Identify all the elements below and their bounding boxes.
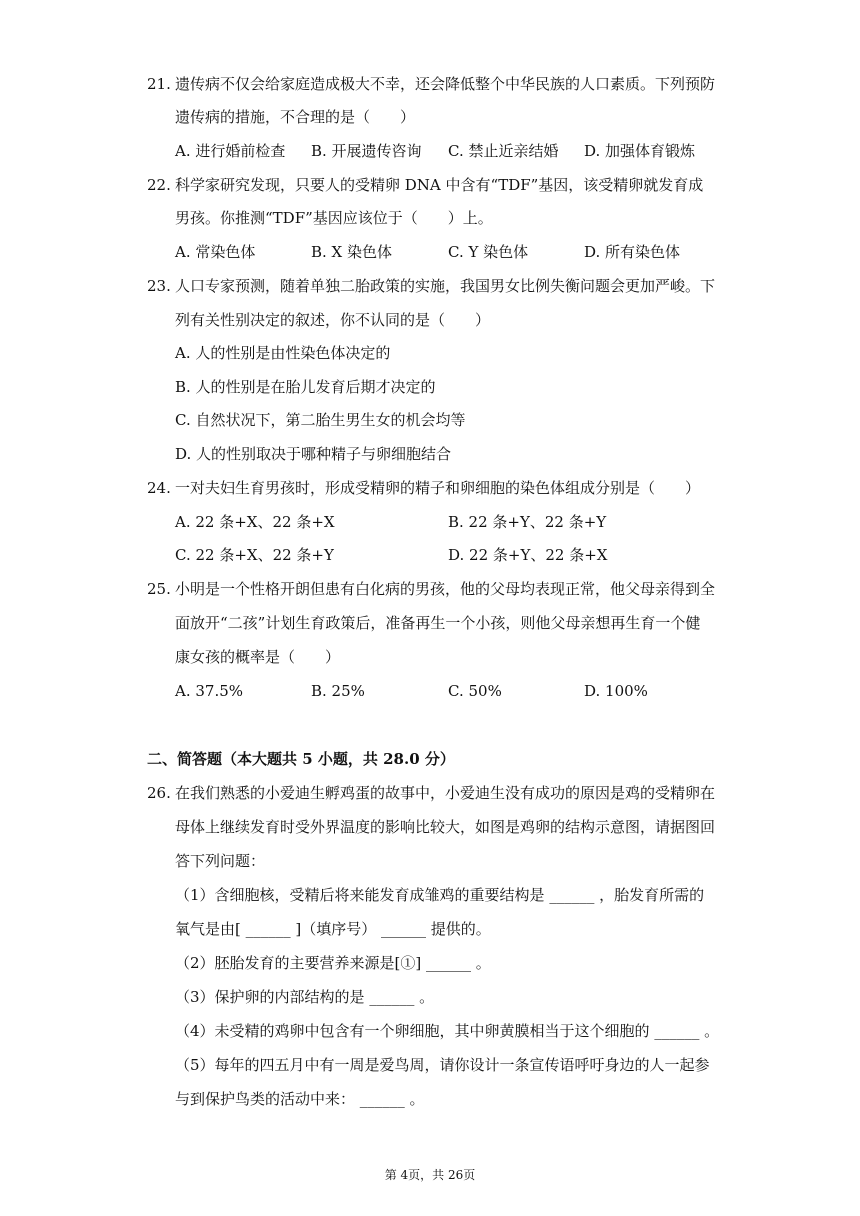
question-26-line-1: 在我们熟悉的小爱迪生孵鸡蛋的故事中，小爱迪生没有成功的原因是鸡的受精卵在: [175, 784, 716, 802]
question-26-sub-5a: （5）每年的四五月中有一周是爱鸟周，请你设计一条宣传语呼吁身边的人一起参: [175, 1056, 710, 1074]
question-23-line-1: 人口专家预测，随着单独二胎政策的实施，我国男女比例失衡问题会更加严峻。下: [175, 277, 716, 295]
question-24-line-1: 一对夫妇生育男孩时，形成受精卵的精子和卵细胞的染色体组成分别是（ ）: [175, 479, 701, 497]
question-23-option-c: C. 自然状况下，第二胎生男生女的机会均等: [175, 411, 466, 429]
question-24-option-b: B. 22 条+Y、22 条+Y: [448, 513, 607, 531]
question-26-sub-1a: （1）含细胞核，受精后将来能发育成雏鸡的重要结构是 ______ ，胎发育所需的: [175, 886, 705, 904]
question-25-option-c: C. 50%: [448, 682, 502, 700]
question-25-line-1: 小明是一个性格开朗但患有白化病的男孩，他的父母均表现正常，他父母亲得到全: [175, 580, 716, 598]
question-21-number: 21.: [147, 75, 171, 93]
question-26-line-3: 答下列问题：: [175, 852, 266, 870]
question-23-number: 23.: [147, 277, 171, 295]
question-21-option-d: D. 加强体育锻炼: [584, 142, 696, 160]
question-25-option-b: B. 25%: [311, 682, 365, 700]
question-21-line-1: 遗传病不仅会给家庭造成极大不幸，还会降低整个中华民族的人口素质。下列预防: [175, 75, 716, 93]
question-24-number: 24.: [147, 479, 171, 497]
question-25-option-d: D. 100%: [584, 682, 648, 700]
question-21-option-a: A. 进行婚前检查: [175, 142, 286, 160]
question-23-option-d: D. 人的性别取决于哪种精子与卵细胞结合: [175, 445, 452, 463]
question-21-option-c: C. 禁止近亲结婚: [448, 142, 559, 160]
question-25-line-3: 康女孩的概率是（ ）: [175, 648, 341, 666]
question-22-option-b: B. X 染色体: [311, 243, 393, 261]
question-25-option-a: A. 37.5%: [175, 682, 244, 700]
question-22-line-1: 科学家研究发现，只要人的受精卵 DNA 中含有“TDF”基因，该受精卵就发育成: [175, 176, 704, 194]
question-26-sub-4: （4）未受精的鸡卵中包含有一个卵细胞，其中卵黄膜相当于这个细胞的 ______ 。: [175, 1022, 720, 1040]
question-26-sub-2: （2）胚胎发育的主要营养来源是[①] ______ 。: [175, 954, 491, 972]
question-21-option-b: B. 开展遗传咨询: [311, 142, 422, 160]
question-22-option-d: D. 所有染色体: [584, 243, 681, 261]
question-26-line-2: 母体上继续发育时受外界温度的影响比较大，如图是鸡卵的结构示意图，请据图回: [175, 818, 716, 836]
question-22-option-c: C. Y 染色体: [448, 243, 529, 261]
question-25-line-2: 面放开“二孩”计划生育政策后，准备再生一个小孩，则他父母亲想再生育一个健: [175, 614, 701, 632]
section-heading: 二、简答题（本大题共 5 小题，共 28.0 分）: [147, 750, 455, 768]
question-22-number: 22.: [147, 176, 171, 194]
question-26-sub-5b: 与到保护鸟类的活动中来： ______ 。: [175, 1090, 425, 1108]
question-22-option-a: A. 常染色体: [175, 243, 256, 261]
question-26-sub-1b: 氧气是由[ ______ ]（填序号） ______ 提供的。: [175, 920, 491, 938]
question-23-option-b: B. 人的性别是在胎儿发育后期才决定的: [175, 378, 436, 396]
question-23-option-a: A. 人的性别是由性染色体决定的: [175, 344, 391, 362]
question-26-number: 26.: [147, 784, 171, 802]
question-24-option-c: C. 22 条+X、22 条+Y: [175, 546, 334, 564]
question-24-option-a: A. 22 条+X、22 条+X: [175, 513, 335, 531]
question-26-sub-3: （3）保护卵的内部结构的是 ______ 。: [175, 988, 435, 1006]
question-25-number: 25.: [147, 580, 171, 598]
question-21-line-2: 遗传病的措施，不合理的是（ ）: [175, 108, 416, 126]
question-24-option-d: D. 22 条+Y、22 条+X: [448, 546, 608, 564]
question-22-line-2: 男孩。你推测“TDF”基因应该位于（ ）上。: [175, 209, 493, 227]
page-footer: 第 4页，共 26页: [384, 1168, 476, 1182]
question-23-line-2: 列有关性别决定的叙述，你不认同的是（ ）: [175, 311, 491, 329]
